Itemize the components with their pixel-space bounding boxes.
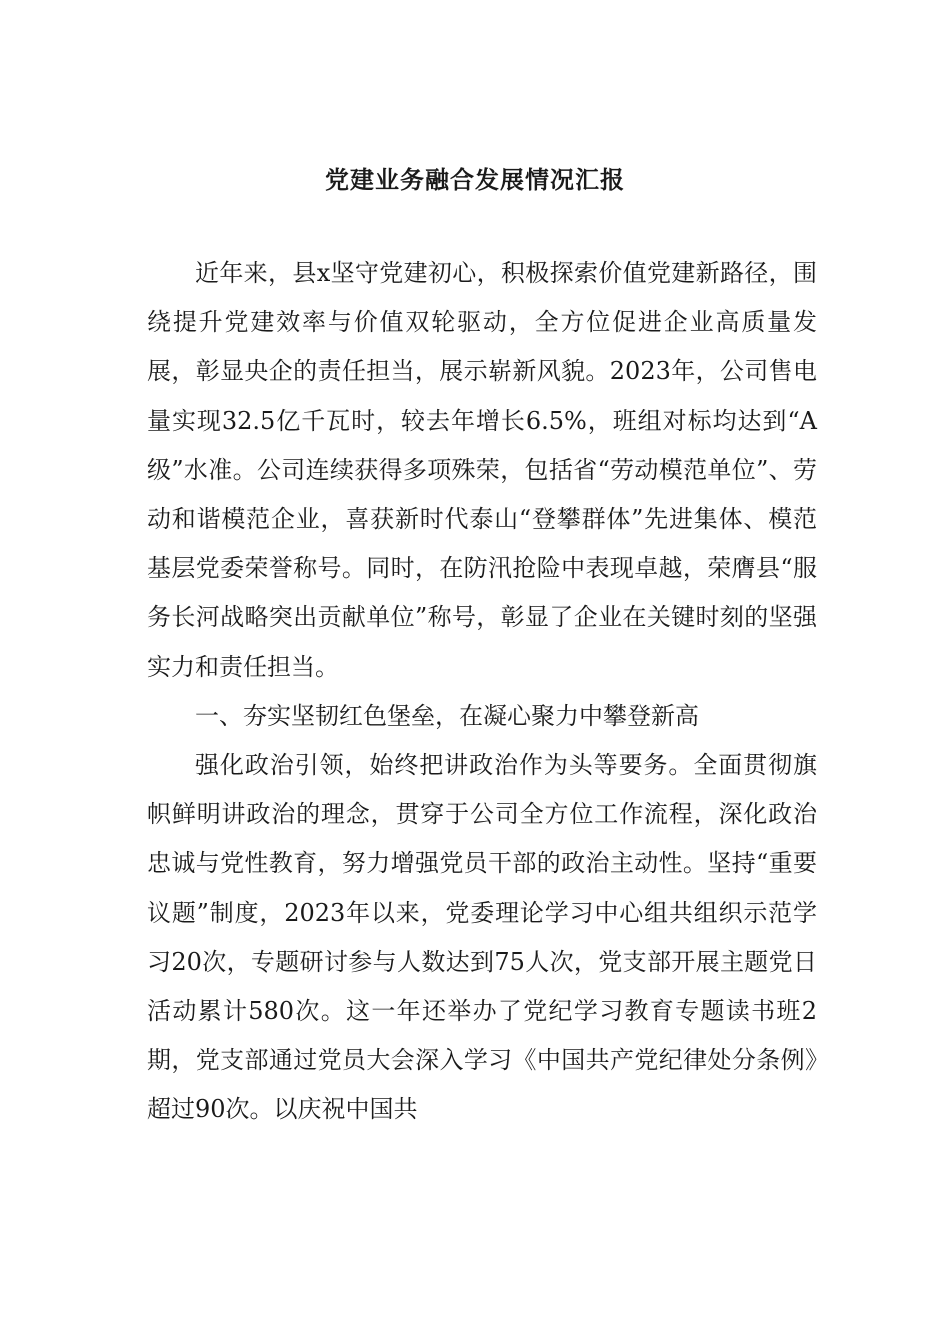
document-title: 党建业务融合发展情况汇报 xyxy=(325,165,625,194)
body-paragraph: 强化政治引领，始终把讲政治作为头等要务。全面贯彻旗帜鲜明讲政治的理念，贯穿于公司全方位工作流程，深化政治忠诚与党性教育，努力增强党员干部的政治主动性。坚持“重要议题”制度，2023年以来，党委理论学习中心组共组织示范学习20次，专题研讨参与人数达到75人次，党支部开展主题党日活动累计580次。这一年还举办了党纪学习教育专题读书班2期，党支部通过党员大会深入学习《中国共产党纪律处分条例》超过90次。以庆祝中国共 xyxy=(147,751,817,1124)
document-body xyxy=(147,249,817,1135)
intro-paragraph: 近年来，县x坚守党建初心，积极探索价值党建新路径，围绕提升党建效率与价值双轮驱动，全方位促进企业高质量发展，彰显央企的责任担当，展示崭新风貌。2023年，公司售电量实现32.5亿千瓦时，较去年增长6.5%，班组对标均达到“A级”水准。公司连续获得多项殊荣，包括省“劳动模范单位”、劳动和谐模范企业，喜获新时代泰山“登攀群体”先进集体、模范基层党委荣誉称号。同时，在防汛抢险中表现卓越，荣膺县“服务长河战略突出贡献单位”称号，彰显了企业在关键时刻的坚强实力和责任担当。 xyxy=(147,259,817,681)
section-heading: 一、夯实坚韧红色堡垒，在凝心聚力中攀登新高 xyxy=(195,701,699,730)
